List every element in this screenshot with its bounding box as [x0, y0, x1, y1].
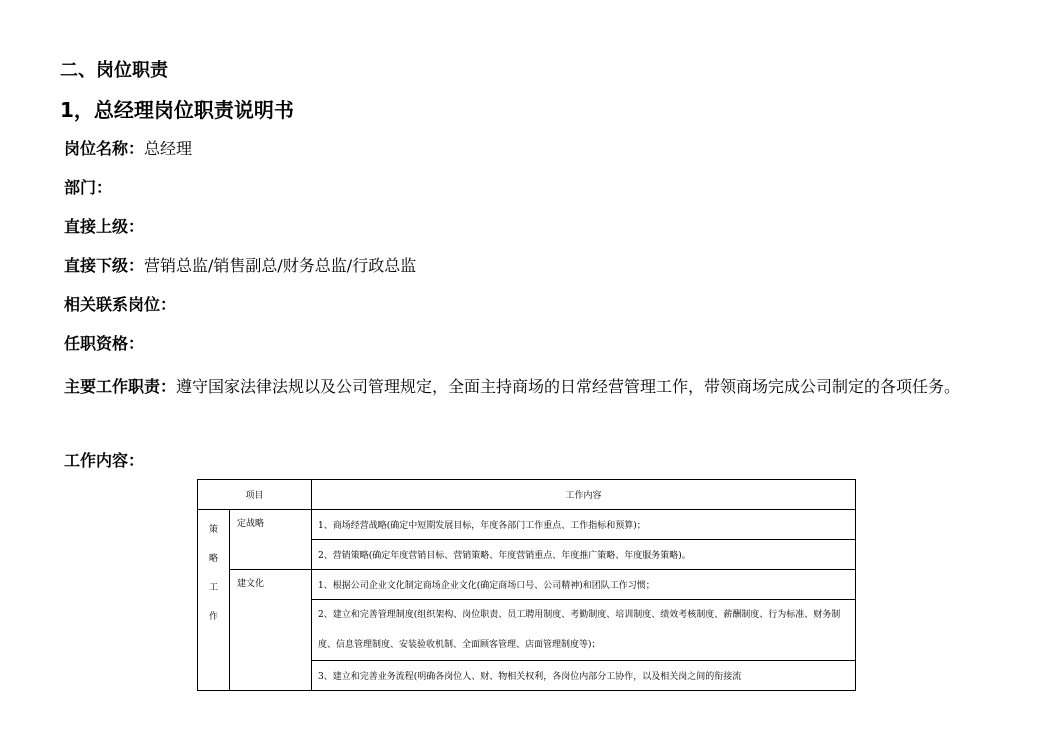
content-cell: 3、建立和完善业务流程(明确各岗位人、财、物相关权利，各岗位内部分工协作，以及相关岗之间的衔接流 [312, 661, 856, 691]
main-duties [64, 368, 1004, 406]
content-cell: 1、根据公司企业文化制定商场企业文化(确定商场口号、公司精神)和团队工作习惯； [312, 570, 856, 600]
field-value: 营销总监/销售副总/财务总监/行政总监 [144, 256, 417, 275]
section-heading: 二、岗位职责 [60, 60, 168, 81]
document-title: 1，总经理岗位职责说明书 [60, 98, 294, 122]
header-item: 项目 [198, 480, 312, 510]
field-label: 直接上级： [64, 217, 145, 236]
field-position-name [64, 136, 192, 159]
content-cell: 1、商场经营战略(确定中短期发展目标，年度各部门工作重点、工作指标和预算)； [312, 510, 856, 540]
content-cell: 2、营销策略(确定年度营销目标、营销策略、年度营销重点、年度推广策略、年度服务策略)。 [312, 540, 856, 570]
field-related-positions [64, 292, 176, 315]
work-content-label: 工作内容： [64, 451, 145, 470]
field-label: 相关联系岗位： [64, 295, 177, 314]
field-direct-subordinates [64, 253, 416, 276]
work-content-table [197, 479, 856, 691]
category-char: 工 [208, 583, 218, 593]
field-label: 部门： [64, 178, 113, 197]
field-label: 任职资格： [64, 334, 145, 353]
table-row [198, 510, 856, 540]
field-label: 岗位名称： [64, 139, 145, 158]
category-cell [198, 510, 230, 691]
subcategory-cell: 建文化 [230, 570, 312, 691]
category-char: 作 [208, 612, 218, 622]
main-duties-text: 遵守国家法律法规以及公司管理规定，全面主持商场的日常经营管理工作，带领商场完成公司制定的各项任务。 [176, 377, 961, 396]
field-value: 总经理 [144, 139, 193, 158]
main-duties-label: 主要工作职责： [64, 377, 177, 396]
field-label: 直接下级： [64, 256, 145, 275]
header-content: 工作内容 [312, 480, 856, 510]
table-row [198, 570, 856, 600]
subcategory-cell: 定战略 [230, 510, 312, 570]
category-char: 略 [208, 554, 218, 564]
field-department [64, 175, 112, 198]
field-direct-superior [64, 214, 144, 237]
field-qualifications [64, 331, 144, 354]
content-cell: 2、建立和完善管理制度(组织架构、岗位职责、员工聘用制度、考勤制度、培训制度、绩效考核制度、薪酬制度、行为标准、财务制度、信息管理制度、安装验收机制、全面顾客管理、店面管理制度等)； [312, 600, 856, 661]
category-char: 策 [208, 525, 218, 535]
table-header-row [198, 480, 856, 510]
